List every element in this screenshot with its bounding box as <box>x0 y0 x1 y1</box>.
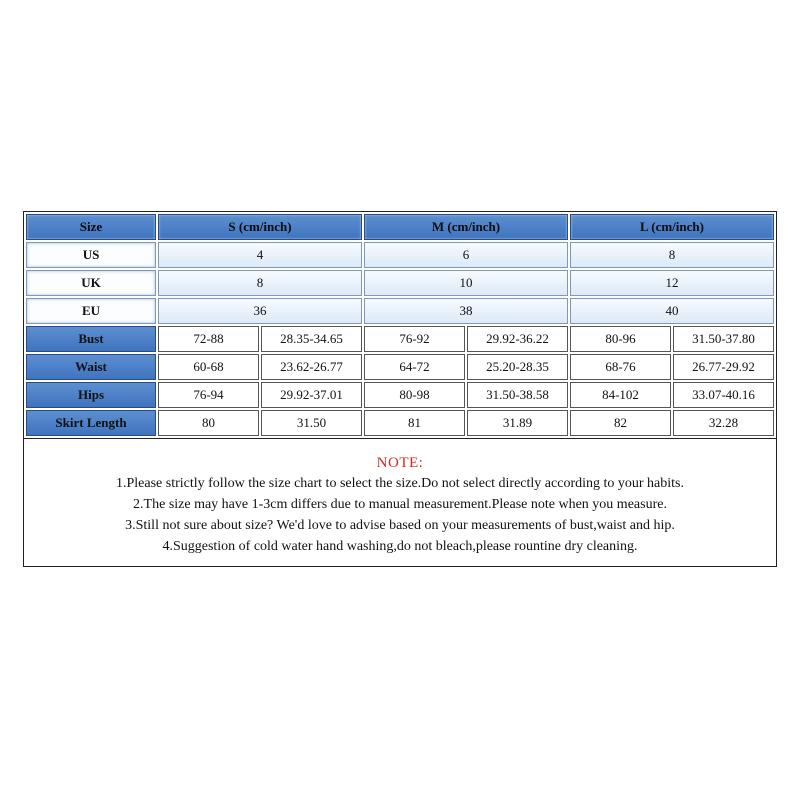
table-cell: 29.92-36.22 <box>467 326 568 352</box>
table-cell: 82 <box>570 410 671 436</box>
row-label: EU <box>26 298 156 324</box>
table-row-hips <box>26 382 774 408</box>
table-row-us <box>26 242 774 268</box>
row-label: Skirt Length <box>26 410 156 436</box>
table-cell: 64-72 <box>364 354 465 380</box>
size-m-header: M (cm/inch) <box>364 214 568 240</box>
table-cell: 72-88 <box>158 326 259 352</box>
table-row-skirt-length <box>26 410 774 436</box>
table-cell: 31.50-37.80 <box>673 326 774 352</box>
size-s-header: S (cm/inch) <box>158 214 362 240</box>
row-label: Waist <box>26 354 156 380</box>
table-cell: 10 <box>364 270 568 296</box>
table-cell: 32.28 <box>673 410 774 436</box>
table-row-uk <box>26 270 774 296</box>
size-l-header: L (cm/inch) <box>570 214 774 240</box>
table-cell: 80-98 <box>364 382 465 408</box>
note-line: 1.Please strictly follow the size chart to select the size.Do not select directly according to your habits. <box>116 476 684 491</box>
size-header-label: Size <box>26 214 156 240</box>
table-cell: 36 <box>158 298 362 324</box>
table-cell: 76-92 <box>364 326 465 352</box>
table-cell: 31.50 <box>261 410 362 436</box>
table-cell: 81 <box>364 410 465 436</box>
notes-section <box>24 438 776 566</box>
note-line: 3.Still not sure about size? We'd love to advise based on your measurements of bust,waist and hip. <box>125 518 675 533</box>
size-table <box>24 212 776 438</box>
table-cell: 8 <box>158 270 362 296</box>
table-cell: 4 <box>158 242 362 268</box>
table-cell: 84-102 <box>570 382 671 408</box>
table-cell: 40 <box>570 298 774 324</box>
row-label: Hips <box>26 382 156 408</box>
note-line: 4.Suggestion of cold water hand washing,do not bleach,please rountine dry cleaning. <box>162 539 638 554</box>
size-chart <box>23 211 777 567</box>
table-cell: 23.62-26.77 <box>261 354 362 380</box>
table-cell: 29.92-37.01 <box>261 382 362 408</box>
table-row-bust <box>26 326 774 352</box>
table-cell: 33.07-40.16 <box>673 382 774 408</box>
table-cell: 80 <box>158 410 259 436</box>
table-cell: 28.35-34.65 <box>261 326 362 352</box>
table-cell: 8 <box>570 242 774 268</box>
row-label: Bust <box>26 326 156 352</box>
table-cell: 26.77-29.92 <box>673 354 774 380</box>
table-cell: 31.89 <box>467 410 568 436</box>
row-label: UK <box>26 270 156 296</box>
note-line: 2.The size may have 1-3cm differs due to manual measurement.Please note when you measure. <box>133 497 667 512</box>
table-row-eu <box>26 298 774 324</box>
table-cell: 80-96 <box>570 326 671 352</box>
row-label: US <box>26 242 156 268</box>
table-cell: 25.20-28.35 <box>467 354 568 380</box>
table-row-waist <box>26 354 774 380</box>
table-cell: 6 <box>364 242 568 268</box>
table-cell: 68-76 <box>570 354 671 380</box>
table-cell: 60-68 <box>158 354 259 380</box>
header-row <box>26 214 774 240</box>
table-cell: 31.50-38.58 <box>467 382 568 408</box>
table-cell: 12 <box>570 270 774 296</box>
table-cell: 38 <box>364 298 568 324</box>
table-cell: 76-94 <box>158 382 259 408</box>
note-title: NOTE: <box>376 455 424 471</box>
